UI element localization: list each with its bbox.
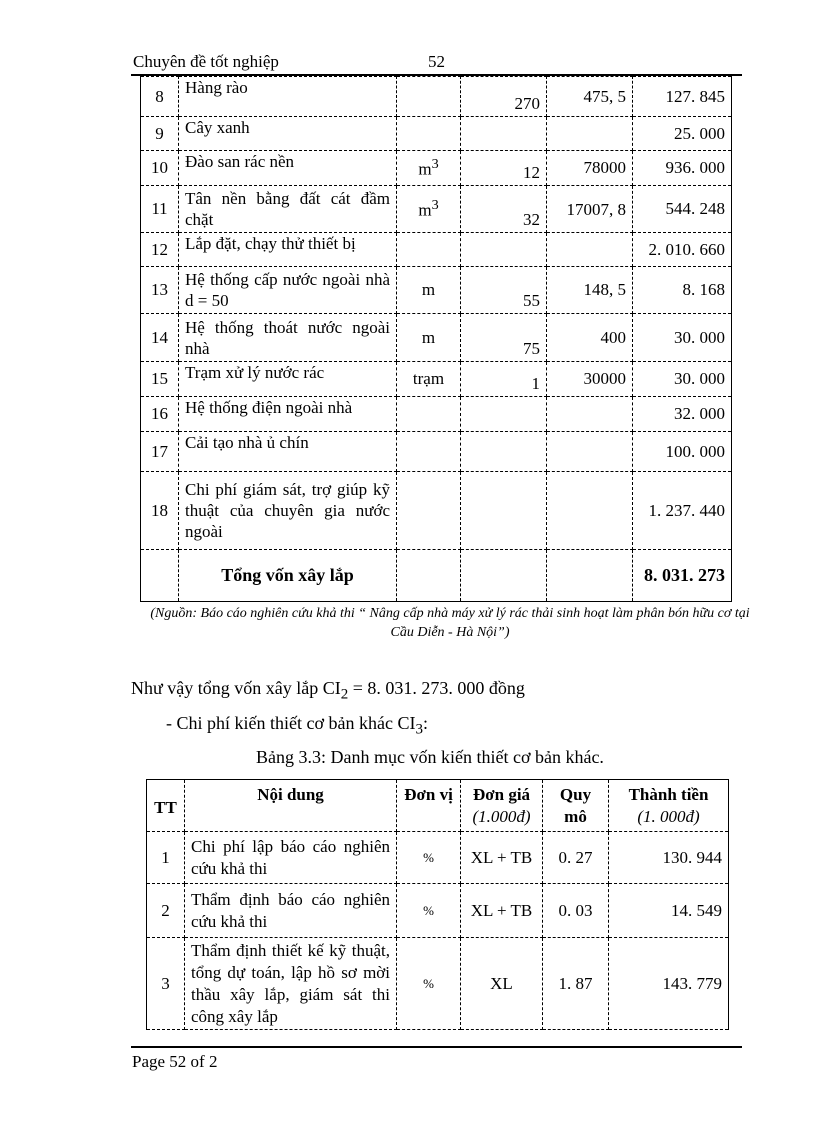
- item-name: Hệ thống thoát nước ngoài nhà: [179, 314, 397, 362]
- col-header-total: Thành tiền (1. 000đ): [609, 780, 729, 832]
- summary-paragraph: Như vậy tổng vốn xây lắp $CI_2 = 8$. 031. 273. 000 đồng: [131, 678, 525, 703]
- item-total: 544. 248: [633, 186, 732, 233]
- header-page-number: 52: [428, 52, 445, 71]
- item-quantity: 1: [461, 362, 547, 397]
- item-name: Đào san rác nền: [179, 151, 397, 186]
- item-name: Trạm xử lý nước rác: [179, 362, 397, 397]
- construction-cost-table: [140, 76, 732, 602]
- col-header-scale: Quy mô: [543, 780, 609, 832]
- other-costs-table: [146, 779, 729, 1030]
- item-unit: [397, 77, 461, 117]
- other-costs-paragraph: - Chi phí kiến thiết cơ bản khác $CI_3$:: [166, 713, 428, 738]
- item-price: 400: [547, 314, 633, 362]
- item-name: Hàng rào: [179, 77, 397, 117]
- item-unit: [397, 472, 461, 550]
- item-unit: [397, 117, 461, 151]
- item-price: [547, 117, 633, 151]
- table-row: [147, 832, 729, 884]
- item-unit: [397, 233, 461, 267]
- table-row: [141, 472, 732, 550]
- item-price: 475, 5: [547, 77, 633, 117]
- row-number: 15: [141, 362, 179, 397]
- table-row: [141, 314, 732, 362]
- table-row: [141, 397, 732, 432]
- total-value: 8. 031. 273: [633, 550, 732, 602]
- col-header-tt: TT: [147, 780, 185, 832]
- table-row: [141, 151, 732, 186]
- item-name: Hệ thống điện ngoài nhà: [179, 397, 397, 432]
- item-total: 936. 000: [633, 151, 732, 186]
- col-header-content: Nội dung: [185, 780, 397, 832]
- item-unit: trạm: [397, 362, 461, 397]
- item-price: XL + TB: [461, 832, 543, 884]
- item-quantity: [461, 472, 547, 550]
- item-price: 17007, 8: [547, 186, 633, 233]
- item-total: 100. 000: [633, 432, 732, 472]
- total-price: [547, 550, 633, 602]
- item-price: [547, 472, 633, 550]
- item-total: 30. 000: [633, 362, 732, 397]
- table-row: [141, 117, 732, 151]
- item-unit: [397, 432, 461, 472]
- item-name: Lắp đặt, chạy thử thiết bị: [179, 233, 397, 267]
- table-header-row: [147, 780, 729, 832]
- item-unit: %: [397, 884, 461, 938]
- item-quantity: 75: [461, 314, 547, 362]
- total-row: [141, 550, 732, 602]
- item-total: 32. 000: [633, 397, 732, 432]
- footer-rule: [131, 1046, 742, 1048]
- item-scale: 0. 03: [543, 884, 609, 938]
- item-name: Tân nền bằng đất cát đầm chặt: [179, 186, 397, 233]
- item-unit: %: [397, 832, 461, 884]
- item-price: [547, 233, 633, 267]
- item-unit: $m^3$: [397, 151, 461, 186]
- item-quantity: [461, 397, 547, 432]
- row-number: 11: [141, 186, 179, 233]
- item-content: Thẩm định thiết kế kỹ thuật, tổng dự toán, lập hồ sơ mời thầu xây lắp, giám sát thi công xây lắp: [185, 938, 397, 1030]
- table-row: [147, 938, 729, 1030]
- table-row: [141, 186, 732, 233]
- item-quantity: 12: [461, 151, 547, 186]
- footer-page-label: Page 52 of 2: [132, 1052, 218, 1071]
- table-row: [141, 77, 732, 117]
- item-name: Hệ thống cấp nước ngoài nhà d = 50: [179, 267, 397, 314]
- row-number: 3: [147, 938, 185, 1030]
- item-price: XL + TB: [461, 884, 543, 938]
- total-unit: [397, 550, 461, 602]
- row-number: 2: [147, 884, 185, 938]
- row-number: 8: [141, 77, 179, 117]
- item-price: [547, 432, 633, 472]
- item-total: 30. 000: [633, 314, 732, 362]
- item-price: 148, 5: [547, 267, 633, 314]
- item-price: 78000: [547, 151, 633, 186]
- table-row: [141, 432, 732, 472]
- item-price: XL: [461, 938, 543, 1030]
- item-unit: $m^3$: [397, 186, 461, 233]
- item-name: Chi phí giám sát, trợ giúp kỹ thuật của chuyên gia nước ngoài: [179, 472, 397, 550]
- row-number: 1: [147, 832, 185, 884]
- total-quantity: [461, 550, 547, 602]
- total-label: Tổng vốn xây lắp: [179, 550, 397, 602]
- item-total: 127. 845: [633, 77, 732, 117]
- total-row-number: [141, 550, 179, 602]
- item-quantity: [461, 233, 547, 267]
- item-total: 130. 944: [609, 832, 729, 884]
- col-header-price: Đơn giá (1.000đ): [461, 780, 543, 832]
- item-content: Chi phí lập báo cáo nghiên cứu khả thi: [185, 832, 397, 884]
- item-quantity: 270: [461, 77, 547, 117]
- item-unit: %: [397, 938, 461, 1030]
- item-total: 143. 779: [609, 938, 729, 1030]
- row-number: 17: [141, 432, 179, 472]
- row-number: 13: [141, 267, 179, 314]
- table-caption: Bảng 3.3: Danh mục vốn kiến thiết cơ bản khác.: [256, 747, 604, 767]
- item-name: Cây xanh: [179, 117, 397, 151]
- col-header-unit: Đơn vị: [397, 780, 461, 832]
- source-note: (Nguồn: Báo cáo nghiên cứu khả thi “ Nâng cấp nhà máy xử lý rác thải sinh hoạt làm phân bón hữu cơ tại Cầu Diễn - Hà Nội”): [150, 606, 750, 640]
- table-row: [141, 233, 732, 267]
- item-quantity: [461, 117, 547, 151]
- item-content: Thẩm định báo cáo nghiên cứu khả thi: [185, 884, 397, 938]
- row-number: 18: [141, 472, 179, 550]
- item-unit: [397, 397, 461, 432]
- item-scale: 0. 27: [543, 832, 609, 884]
- row-number: 14: [141, 314, 179, 362]
- item-unit: m: [397, 267, 461, 314]
- row-number: 16: [141, 397, 179, 432]
- item-price: 30000: [547, 362, 633, 397]
- item-quantity: 32: [461, 186, 547, 233]
- item-total: 1. 237. 440: [633, 472, 732, 550]
- item-total: 2. 010. 660: [633, 233, 732, 267]
- item-total: 8. 168: [633, 267, 732, 314]
- item-quantity: 55: [461, 267, 547, 314]
- header-title: Chuyên đề tốt nghiệp: [133, 52, 279, 71]
- item-price: [547, 397, 633, 432]
- table-row: [141, 267, 732, 314]
- item-total: 25. 000: [633, 117, 732, 151]
- item-unit: m: [397, 314, 461, 362]
- table-row: [141, 362, 732, 397]
- item-quantity: [461, 432, 547, 472]
- row-number: 9: [141, 117, 179, 151]
- item-total: 14. 549: [609, 884, 729, 938]
- item-scale: 1. 87: [543, 938, 609, 1030]
- table-row: [147, 884, 729, 938]
- row-number: 10: [141, 151, 179, 186]
- row-number: 12: [141, 233, 179, 267]
- item-name: Cải tạo nhà ủ chín: [179, 432, 397, 472]
